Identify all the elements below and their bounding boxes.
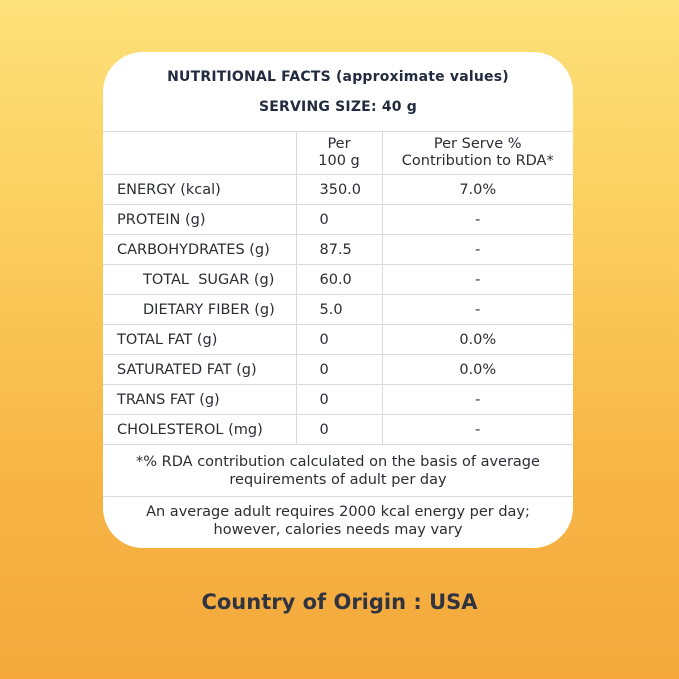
nutrient-name: DIETARY FIBER (g) <box>103 295 296 325</box>
rda-value: - <box>382 205 573 235</box>
header-rda-line2: Contribution to RDA* <box>401 153 554 169</box>
nutrient-name: CARBOHYDRATES (g) <box>103 235 296 265</box>
nutrient-name: SATURATED FAT (g) <box>103 355 296 385</box>
header-per-line2: 100 g <box>318 153 360 169</box>
country-of-origin: Country of Origin : USA <box>201 590 478 614</box>
per-100g-value: 0 <box>296 355 382 385</box>
per-100g-value: 5.0 <box>296 295 382 325</box>
nutrient-name: ENERGY (kcal) <box>103 175 296 205</box>
rda-note-row <box>103 445 573 497</box>
per-100g-value: 60.0 <box>296 265 382 295</box>
serving-size: SERVING SIZE: 40 g <box>258 99 417 115</box>
table-row <box>103 385 573 415</box>
table-row <box>103 415 573 445</box>
table-row <box>103 295 573 325</box>
energy-note-row <box>103 497 573 546</box>
per-100g-value: 0 <box>296 325 382 355</box>
header-nutrient <box>103 132 296 175</box>
nutrient-name: TOTAL FAT (g) <box>103 325 296 355</box>
energy-footnote: An average adult requires 2000 kcal energy per day; however, calories needs may vary <box>103 497 573 546</box>
rda-value: - <box>382 235 573 265</box>
nutrient-name: TRANS FAT (g) <box>103 385 296 415</box>
header-rda <box>382 132 573 175</box>
per-100g-value: 0 <box>296 415 382 445</box>
rda-value: 0.0% <box>382 325 573 355</box>
rda-footnote: *% RDA contribution calculated on the basis of average requirements of adult per day <box>103 445 573 497</box>
rda-value: - <box>382 265 573 295</box>
per-100g-value: 0 <box>296 385 382 415</box>
rda-value: - <box>382 385 573 415</box>
table-row <box>103 325 573 355</box>
rda-value: 7.0% <box>382 175 573 205</box>
per-100g-value: 0 <box>296 205 382 235</box>
table-row <box>103 175 573 205</box>
header-rda-line1: Per Serve % <box>433 136 522 152</box>
nutrition-facts-panel <box>103 52 573 548</box>
header-per-100g <box>296 132 382 175</box>
rda-value: 0.0% <box>382 355 573 385</box>
nutrient-name: PROTEIN (g) <box>103 205 296 235</box>
header-per-line1: Per <box>327 136 351 152</box>
per-100g-value: 87.5 <box>296 235 382 265</box>
nutrition-title: NUTRITIONAL FACTS (approximate values) <box>167 69 509 85</box>
per-100g-value: 350.0 <box>296 175 382 205</box>
nutrient-name: CHOLESTEROL (mg) <box>103 415 296 445</box>
table-row <box>103 205 573 235</box>
rda-value: - <box>382 295 573 325</box>
table-row <box>103 355 573 385</box>
table-row <box>103 265 573 295</box>
table-header-row <box>103 132 573 175</box>
rda-value: - <box>382 415 573 445</box>
nutrition-table <box>103 131 573 545</box>
table-row <box>103 235 573 265</box>
nutrient-name: TOTAL SUGAR (g) <box>103 265 296 295</box>
